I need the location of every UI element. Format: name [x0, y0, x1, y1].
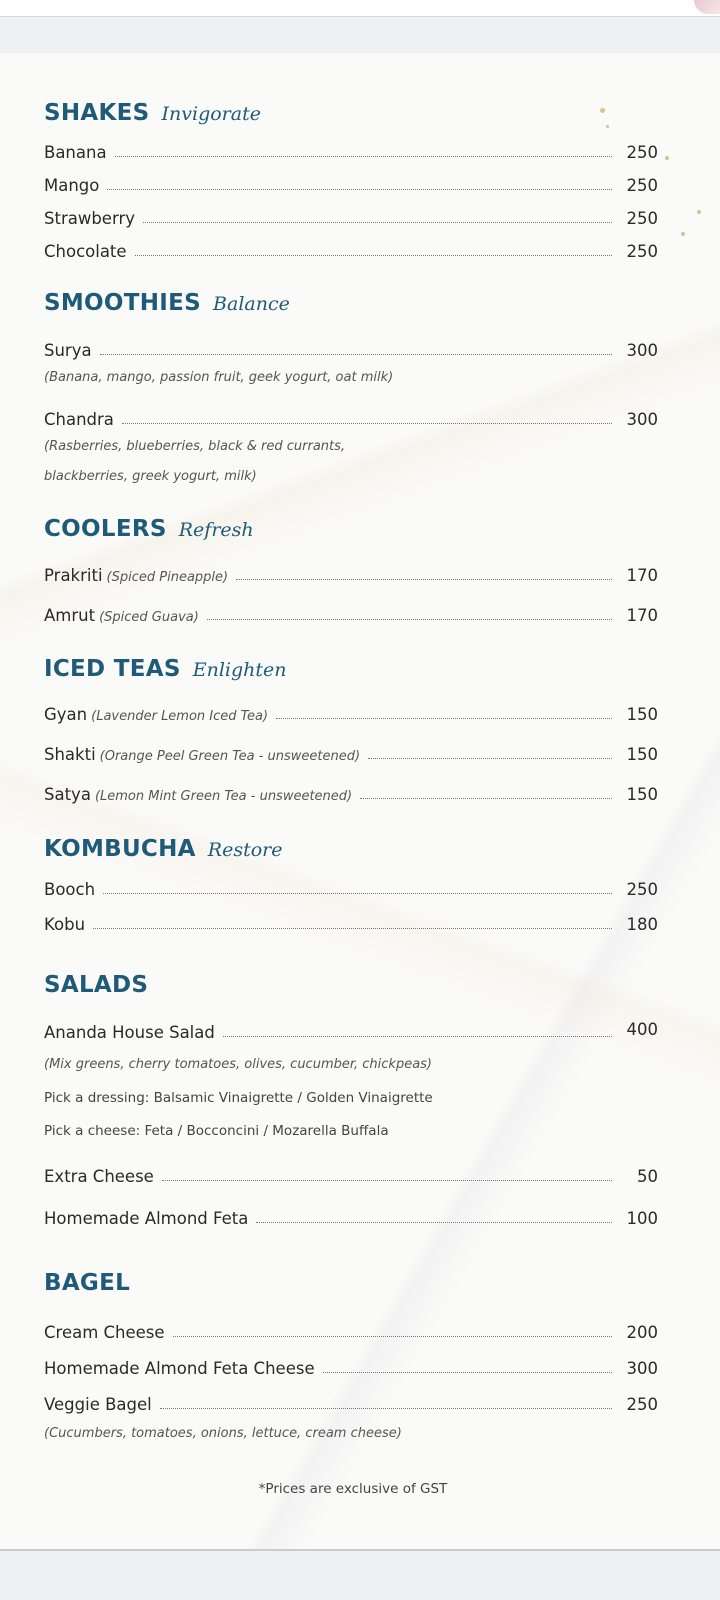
section-title: KOMBUCHA: [44, 836, 196, 862]
menu-item: [44, 782, 658, 804]
dot-leader: [135, 255, 612, 256]
item-price: 50: [637, 1167, 658, 1186]
item-name: Gyan: [44, 705, 88, 724]
gold-fleck-icon: [697, 210, 701, 214]
item-price: 100: [626, 1209, 658, 1228]
item-price: 150: [626, 745, 658, 764]
item-price: 150: [626, 705, 658, 724]
dot-leader: [100, 354, 612, 355]
item-note: (Spiced Pineapple): [106, 570, 229, 585]
menu-item: [44, 239, 658, 261]
section-tagline: Balance: [213, 293, 290, 315]
dot-leader: [368, 758, 612, 759]
item-name: Satya: [44, 785, 91, 804]
item-description: (Mix greens, cherry tomatoes, olives, cucumber, chickpeas): [44, 1057, 433, 1072]
item-price: 150: [626, 785, 658, 804]
dot-leader: [162, 1180, 612, 1181]
item-name: Kobu: [44, 915, 86, 934]
gold-fleck-icon: [606, 125, 609, 128]
menu-item: [44, 1356, 658, 1378]
dot-leader: [93, 928, 612, 929]
menu-item: [44, 173, 658, 195]
item-name: Homemade Almond Feta Cheese: [44, 1359, 315, 1378]
dot-leader: [256, 1222, 612, 1223]
menu-item: [44, 702, 658, 724]
menu-item: [44, 1164, 658, 1186]
item-price: 400: [626, 1020, 658, 1039]
section-heading-bagel: [44, 1270, 130, 1296]
section-heading-iced-teas: [44, 656, 287, 682]
menu-item: [44, 1206, 658, 1228]
section-title: BAGEL: [44, 1270, 131, 1296]
item-name: Chocolate: [44, 242, 127, 261]
footer-band: [0, 1551, 720, 1600]
item-description: blackberries, greek yogurt, milk): [44, 469, 257, 484]
dot-leader: [107, 189, 612, 190]
section-heading-salads: [44, 972, 148, 998]
item-price: 250: [626, 209, 658, 228]
item-description: (Cucumbers, tomatoes, onions, lettuce, cream cheese): [44, 1426, 402, 1441]
item-price: 180: [626, 915, 658, 934]
dressing-options: Pick a dressing: Balsamic Vinaigrette / Golden Vinaigrette: [44, 1090, 433, 1106]
dot-leader: [122, 423, 612, 424]
dot-leader: [115, 156, 612, 157]
item-name: Amrut: [44, 606, 96, 625]
item-price: 250: [626, 880, 658, 899]
dot-leader: [236, 579, 612, 580]
menu-item: [44, 603, 658, 625]
item-price: 200: [626, 1323, 658, 1342]
menu-item: [44, 1392, 658, 1414]
dot-leader: [143, 222, 612, 223]
item-name: Ananda House Salad: [44, 1023, 215, 1042]
top-strip: [0, 0, 720, 17]
menu-item: [44, 206, 658, 228]
item-name: Banana: [44, 143, 107, 162]
dot-leader: [223, 1036, 612, 1037]
section-tagline: Refresh: [178, 519, 254, 541]
menu-item: [44, 338, 658, 360]
item-note: (Lavender Lemon Iced Tea): [91, 709, 269, 724]
dot-leader: [160, 1408, 612, 1409]
section-heading-smoothies: [44, 290, 290, 316]
section-tagline: Restore: [207, 839, 283, 861]
gold-fleck-icon: [600, 108, 605, 113]
section-title: SMOOTHIES: [44, 290, 202, 316]
section-title: ICED TEAS: [44, 656, 181, 682]
item-price: 300: [626, 410, 658, 429]
item-name: Mango: [44, 176, 100, 195]
menu-item: [44, 140, 658, 162]
section-title: SHAKES: [44, 100, 150, 126]
dot-leader: [207, 619, 612, 620]
item-description: (Rasberries, blueberries, black & red currants,: [44, 439, 346, 454]
section-tagline: Enlighten: [192, 659, 287, 681]
gold-fleck-icon: [681, 232, 685, 236]
dot-leader: [276, 718, 612, 719]
section-heading-coolers: [44, 516, 254, 542]
item-name: Surya: [44, 341, 92, 360]
gold-fleck-icon: [665, 156, 669, 160]
section-tagline: Invigorate: [161, 103, 261, 125]
dot-leader: [173, 1336, 612, 1337]
item-name: Strawberry: [44, 209, 135, 228]
dot-leader: [360, 798, 612, 799]
item-name: Homemade Almond Feta: [44, 1209, 249, 1228]
cheese-options: Pick a cheese: Feta / Bocconcini / Mozarella Buffala: [44, 1123, 389, 1139]
header-band: [0, 17, 720, 53]
section-title: COOLERS: [44, 516, 167, 542]
item-name: Cream Cheese: [44, 1323, 165, 1342]
item-price: 250: [626, 242, 658, 261]
menu-item: [44, 1020, 658, 1042]
item-price: 300: [626, 341, 658, 360]
item-name: Extra Cheese: [44, 1167, 154, 1186]
section-heading-shakes: [44, 100, 261, 126]
item-description: (Banana, mango, passion fruit, geek yogurt, oat milk): [44, 370, 394, 385]
item-note: (Lemon Mint Green Tea - unsweetened): [94, 789, 353, 804]
dot-leader: [323, 1372, 612, 1373]
menu-item: [44, 1320, 658, 1342]
item-name: Chandra: [44, 410, 114, 429]
menu-item: [44, 742, 658, 764]
menu-item: [44, 563, 658, 585]
item-price: 170: [626, 606, 658, 625]
dot-leader: [103, 893, 612, 894]
item-price: 300: [626, 1359, 658, 1378]
item-price: 250: [626, 143, 658, 162]
section-title: SALADS: [44, 972, 149, 998]
item-name: Prakriti: [44, 566, 103, 585]
item-note: (Spiced Guava): [99, 610, 199, 625]
item-note: (Orange Peel Green Tea - unsweetened): [99, 749, 361, 764]
item-price: 250: [626, 1395, 658, 1414]
item-name: Veggie Bagel: [44, 1395, 152, 1414]
section-heading-kombucha: [44, 836, 282, 862]
item-price: 170: [626, 566, 658, 585]
gst-footnote: *Prices are exclusive of GST: [258, 1481, 448, 1497]
menu-item: [44, 912, 658, 934]
menu-item: [44, 407, 658, 429]
item-name: Booch: [44, 880, 96, 899]
menu-item: [44, 877, 658, 899]
item-name: Shakti: [44, 745, 96, 764]
item-price: 250: [626, 176, 658, 195]
